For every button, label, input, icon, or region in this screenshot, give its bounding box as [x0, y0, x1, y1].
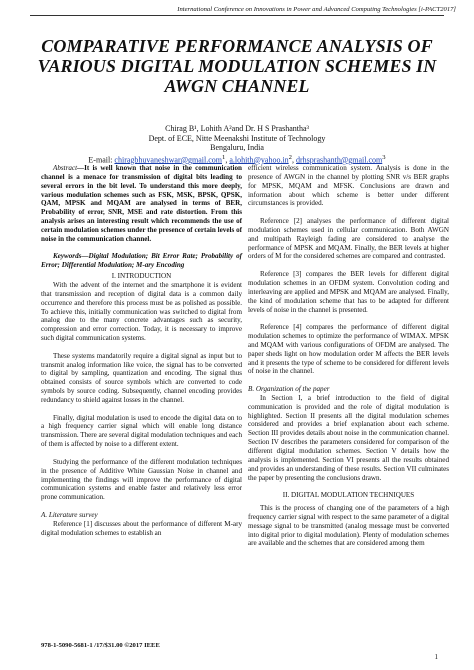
abstract: [41, 164, 242, 244]
subsection-organization: B. Organization of the paper: [248, 385, 330, 394]
isbn-footer: 978-1-5090-5681-1 /17/$31.00 ©2017 IEEE: [41, 642, 160, 649]
conference-header: International Conference on Innovations in Power and Advanced Computing Technologies [i-PACT2017]: [177, 6, 456, 13]
author-dept: Dept. of ECE, Nitte Meenakshi Institute of Technology: [148, 133, 326, 143]
keywords-text: —Digital Modulation; Bit Error Rate; Probability of Error; Differential Modulation; M-ary Encoding: [41, 252, 242, 270]
author-names: Chirag B¹, Lohith A²and Dr. H S Prashantha³: [165, 124, 309, 133]
intro-paragraph-4: Studying the performance of the different modulation techniques in the presence of Additive White Gaussian Noise in channel and implementing the findings will improve the performance of digital communication systems and enable faster and relatively less error prone communication.: [41, 457, 242, 502]
author-block: [0, 124, 474, 165]
keywords-label: Keywords: [53, 252, 82, 261]
section-heading-1: I. INTRODUCTION: [111, 272, 172, 281]
page-number: 1: [434, 653, 438, 661]
left-column: [41, 164, 242, 537]
right-paragraph-4: Reference [4] compares the performance of different digital modulation schemes to optimize the performance of WIMAX. MPSK and MQAM with various configurations of OFDM are analysed. The paper sheds light on how modulation order M affects the BER levels and it presents the type of scheme to be considered for different levels of noise in the channel.: [248, 323, 449, 376]
right-paragraph-1: efficient wireless communication system. Analysis is done in the presence of AWGN in the channel by plotting SNR v/s BER graphs for MPSK, MQAM and MFSK. Conclusions are drawn and information about which scheme is better under different circumstances is provided.: [248, 164, 449, 208]
intro-paragraph-2: These systems mandatorily require a digital signal as input but to transmit analog information like voice, the signal has to be converted to digital by sampling, quantization and encoding. The signal thus obtained consists of source symbols which are converted to code symbols by source coding. Subsequently, channel encoding provides redundancy to shield against losses in the channel.: [41, 351, 242, 404]
title-line-2: VARIOUS DIGITAL MODULATION SCHEMES IN: [37, 56, 437, 76]
title-line-3: AWGN CHANNEL: [164, 76, 310, 96]
author-city: Bengaluru, India: [210, 143, 264, 153]
modulation-paragraph-1: This is the process of changing one of the parameters of a high frequency carrier signal with respect to the same parameter of a digital message signal to be transmitted (analog message must be converted into digital prior to digital modulation). Plenty of modulation schemes are available and the schemes that are considered among them: [248, 504, 449, 548]
abstract-label: Abstract: [53, 164, 78, 172]
intro-paragraph-1: With the advent of the internet and the smartphone it is evident that transmission and reception of digital data is a common daily occurrence and therefore this process must be as polished as possible. To achieve this, initially communication was switched to digital from analog due to the many concrete advantages such as security, compression and error correction. Today, it is necessary to improve such digital communication systems.: [41, 280, 242, 343]
email-sup-1: 1: [221, 153, 226, 161]
right-column: [248, 164, 449, 548]
section-heading-2: II. DIGITAL MODULATION TECHNIQUES: [282, 491, 415, 500]
email-separator-1: ,: [225, 155, 230, 165]
email-link-1[interactable]: chiragbhuvaneshwar@gmail.com: [114, 155, 222, 165]
email-sup-2: 2: [288, 153, 292, 161]
literature-paragraph-1: Reference [1] discusses about the performance of different M-ary digital modulation schemes to establish an: [41, 519, 242, 537]
email-separator-2: ,: [292, 155, 296, 165]
subsection-literature-survey: A. Literature survey: [41, 510, 98, 519]
right-paragraph-2: Reference [2] analyses the performance of different digital modulation schemes used in cellular communication. Both AWGN and multipath Rayleigh fading are considered to analyse the performance of MPSK and MQAM. Finally, the BER levels at higher orders of M for the considered schemes are compared and contrasted.: [248, 217, 449, 261]
email-label: E-mail:: [88, 155, 113, 165]
email-link-2[interactable]: a.lohith@yahoo.in: [229, 155, 289, 165]
keywords: [41, 252, 242, 270]
title-line-1: COMPARATIVE PERFORMANCE ANALYSIS OF: [41, 36, 433, 56]
abstract-text: —It is well known that noise in the communication channel is a menace for transmission of digital bits leading to several errors in the bit level. To understand this more deeply, various modulation schemes such as FSK, MSK, BPSK, QPSK, QAM, MPSK and MQAM are analysed in terms of BER, Probability of error, SNR, MSE and rate distortion. From this analysis arises an interesting result which recommends the use of certain modulation schemes under the presence of certain levels of noise in the communication channel.: [41, 164, 242, 243]
right-paragraph-3: Reference [3] compares the BER levels for different digital modulation schemes in an OFDM system. Convolution coding and interleaving are applied and MPSK and MQAM are analysed. Finally, the kind of modulation scheme that has to be adapted for different levels of noise in the channel is presented.: [248, 270, 449, 314]
email-sup-3: 3: [382, 153, 386, 161]
email-link-3[interactable]: drhsprashanth@gmail.com: [296, 155, 383, 165]
header-rule: [30, 15, 444, 16]
intro-paragraph-3: Finally, digital modulation is used to encode the digital data on to a high frequency carrier signal which will enable long distance transmission. There are several digital modulation techniques and each of them is affected by noise to a different extent.: [41, 413, 242, 449]
paper-title: [20, 36, 454, 96]
organization-paragraph: In Section I, a brief introduction to the field of digital communication is provided and the role of digital modulation is highlighted. Section II presents all the digital modulation schemes considered and provides a brief explanation about each scheme. Section III provides details about noise in the communication channel. Section IV describes the parameters considered for comparison of the different digital modulation schemes. Section V details how the analysis is implemented. Section VI presents all the results obtained and provides an understanding of these results. Section VII culminates the paper by presenting the conclusions drawn.: [248, 393, 449, 482]
